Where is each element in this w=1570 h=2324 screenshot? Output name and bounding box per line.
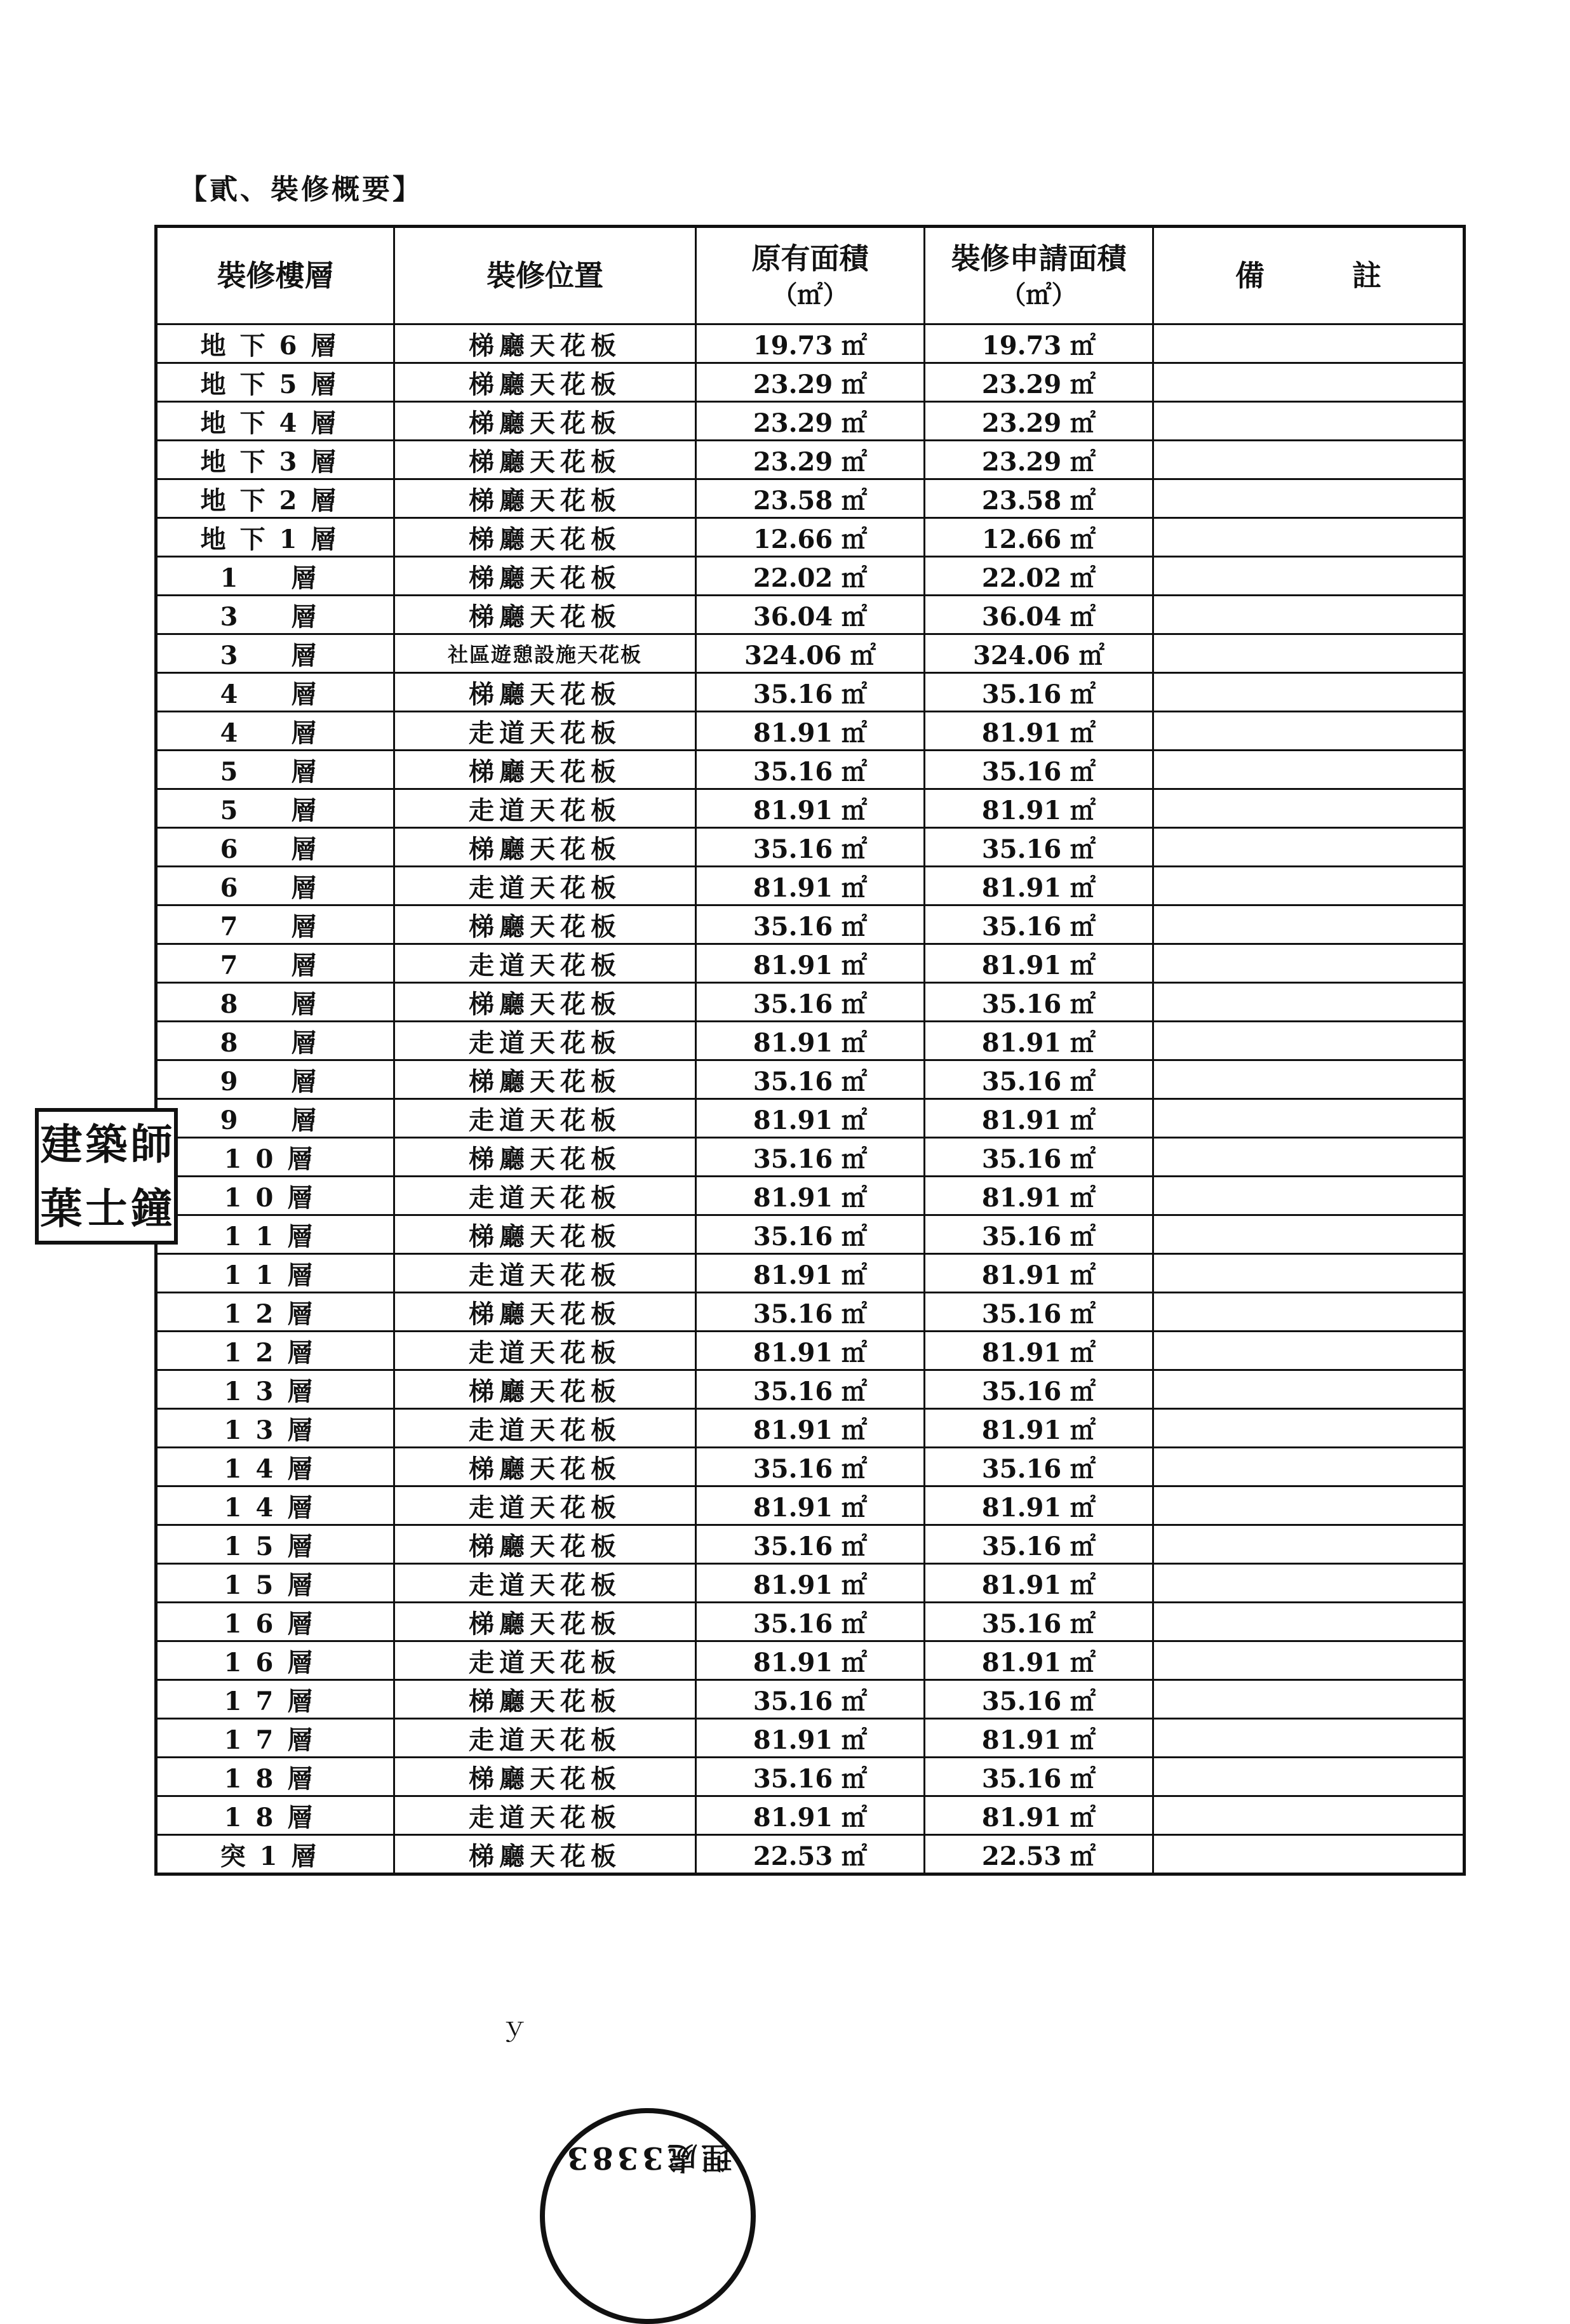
original-area-cell: 81.91 ㎡ xyxy=(696,1486,925,1525)
remark-cell xyxy=(1153,324,1465,363)
applied-area-cell: 35.16 ㎡ xyxy=(925,751,1153,789)
original-area-cell: 81.91 ㎡ xyxy=(696,1409,925,1448)
floor-cell: 地下1層 xyxy=(156,518,394,557)
table-row xyxy=(156,1293,1465,1332)
remark-cell xyxy=(1153,1215,1465,1254)
applied-area-cell: 19.73 ㎡ xyxy=(925,324,1153,363)
floor-cell: 16層 xyxy=(156,1603,394,1641)
applied-area-cell: 35.16 ㎡ xyxy=(925,673,1153,712)
original-area-cell: 81.91 ㎡ xyxy=(696,1796,925,1835)
location-cell: 梯廳天花板 xyxy=(394,905,696,944)
floor-cell: 17層 xyxy=(156,1719,394,1758)
applied-area-cell: 81.91 ㎡ xyxy=(925,1409,1153,1448)
location-cell: 走道天花板 xyxy=(394,944,696,983)
floor-cell: 14層 xyxy=(156,1486,394,1525)
location-cell: 梯廳天花板 xyxy=(394,1293,696,1332)
original-area-cell: 81.91 ㎡ xyxy=(696,1719,925,1758)
applied-area-cell: 35.16 ㎡ xyxy=(925,1525,1153,1564)
original-area-cell: 35.16 ㎡ xyxy=(696,673,925,712)
original-area-cell: 35.16 ㎡ xyxy=(696,905,925,944)
table-row xyxy=(156,905,1465,944)
floor-cell: 8 層 xyxy=(156,983,394,1022)
original-area-cell: 35.16 ㎡ xyxy=(696,828,925,867)
header-floor: 裝修樓層 xyxy=(156,227,394,324)
location-cell: 走道天花板 xyxy=(394,867,696,905)
floor-cell: 15層 xyxy=(156,1564,394,1603)
remark-cell xyxy=(1153,1060,1465,1099)
table-row xyxy=(156,1835,1465,1874)
original-area-cell: 81.91 ㎡ xyxy=(696,867,925,905)
floor-cell: 16層 xyxy=(156,1641,394,1680)
floor-cell: 9 層 xyxy=(156,1099,394,1138)
floor-cell: 地下6層 xyxy=(156,324,394,363)
applied-area-cell: 35.16 ㎡ xyxy=(925,1215,1153,1254)
table-row xyxy=(156,1719,1465,1758)
table-row xyxy=(156,1099,1465,1138)
location-cell: 梯廳天花板 xyxy=(394,1215,696,1254)
seal-char: 葉 xyxy=(40,1184,83,1234)
remark-cell xyxy=(1153,1022,1465,1060)
header-applied-area-unit: （㎡） xyxy=(1000,280,1077,311)
section-title: 【貳、裝修概要】 xyxy=(179,173,423,206)
original-area-cell: 23.29 ㎡ xyxy=(696,402,925,441)
floor-cell: 6 層 xyxy=(156,867,394,905)
header-applied-area-label: 裝修申請面積 xyxy=(951,241,1127,276)
floor-cell: 地下5層 xyxy=(156,363,394,402)
original-area-cell: 12.66 ㎡ xyxy=(696,518,925,557)
floor-cell: 13層 xyxy=(156,1409,394,1448)
remark-cell xyxy=(1153,673,1465,712)
remark-cell xyxy=(1153,1332,1465,1370)
remark-cell xyxy=(1153,1293,1465,1332)
location-cell: 梯廳天花板 xyxy=(394,983,696,1022)
table-row xyxy=(156,828,1465,867)
remark-cell xyxy=(1153,557,1465,596)
location-cell: 梯廳天花板 xyxy=(394,1138,696,1177)
applied-area-cell: 35.16 ㎡ xyxy=(925,905,1153,944)
remark-cell xyxy=(1153,751,1465,789)
floor-cell: 12層 xyxy=(156,1332,394,1370)
table-row xyxy=(156,1332,1465,1370)
original-area-cell: 35.16 ㎡ xyxy=(696,1680,925,1719)
original-area-cell: 35.16 ㎡ xyxy=(696,1293,925,1332)
floor-cell: 18層 xyxy=(156,1796,394,1835)
original-area-cell: 35.16 ㎡ xyxy=(696,1603,925,1641)
original-area-cell: 81.91 ㎡ xyxy=(696,1177,925,1215)
table-row xyxy=(156,1603,1465,1641)
seal-char: 建 xyxy=(40,1119,83,1169)
applied-area-cell: 23.29 ㎡ xyxy=(925,441,1153,479)
original-area-cell: 19.73 ㎡ xyxy=(696,324,925,363)
applied-area-cell: 35.16 ㎡ xyxy=(925,828,1153,867)
header-original-area xyxy=(696,227,925,324)
remark-cell xyxy=(1153,1525,1465,1564)
floor-cell: 18層 xyxy=(156,1758,394,1796)
location-cell: 走道天花板 xyxy=(394,789,696,828)
applied-area-cell: 35.16 ㎡ xyxy=(925,1138,1153,1177)
applied-area-cell: 81.91 ㎡ xyxy=(925,867,1153,905)
location-cell: 走道天花板 xyxy=(394,1486,696,1525)
applied-area-cell: 81.91 ㎡ xyxy=(925,1796,1153,1835)
seal-char: 鐘 xyxy=(130,1184,173,1234)
remark-cell xyxy=(1153,1835,1465,1874)
table-row xyxy=(156,983,1465,1022)
applied-area-cell: 324.06 ㎡ xyxy=(925,634,1153,673)
original-area-cell: 81.91 ㎡ xyxy=(696,1099,925,1138)
floor-cell: 11層 xyxy=(156,1254,394,1293)
floor-cell: 13層 xyxy=(156,1370,394,1409)
table-row xyxy=(156,751,1465,789)
floor-cell: 7 層 xyxy=(156,944,394,983)
remark-cell xyxy=(1153,402,1465,441)
table-row xyxy=(156,944,1465,983)
location-cell: 梯廳天花板 xyxy=(394,596,696,634)
remark-cell xyxy=(1153,1719,1465,1758)
remark-cell xyxy=(1153,518,1465,557)
table-row xyxy=(156,1138,1465,1177)
table-row xyxy=(156,712,1465,751)
table-row xyxy=(156,867,1465,905)
original-area-cell: 23.29 ㎡ xyxy=(696,363,925,402)
floor-cell: 10層 xyxy=(156,1138,394,1177)
original-area-cell: 35.16 ㎡ xyxy=(696,983,925,1022)
applied-area-cell: 81.91 ㎡ xyxy=(925,789,1153,828)
seal-char: 築 xyxy=(85,1119,128,1169)
original-area-cell: 35.16 ㎡ xyxy=(696,1758,925,1796)
remark-cell xyxy=(1153,1758,1465,1796)
location-cell: 梯廳天花板 xyxy=(394,441,696,479)
floor-cell: 7 層 xyxy=(156,905,394,944)
remark-cell xyxy=(1153,1564,1465,1603)
remark-cell xyxy=(1153,905,1465,944)
header-original-area-unit: （㎡） xyxy=(772,280,849,311)
remark-cell xyxy=(1153,441,1465,479)
original-area-cell: 81.91 ㎡ xyxy=(696,1022,925,1060)
original-area-cell: 81.91 ㎡ xyxy=(696,712,925,751)
applied-area-cell: 35.16 ㎡ xyxy=(925,1758,1153,1796)
applied-area-cell: 81.91 ㎡ xyxy=(925,1022,1153,1060)
floor-cell: 1 層 xyxy=(156,557,394,596)
location-cell: 梯廳天花板 xyxy=(394,363,696,402)
original-area-cell: 35.16 ㎡ xyxy=(696,1138,925,1177)
applied-area-cell: 81.91 ㎡ xyxy=(925,1254,1153,1293)
original-area-cell: 81.91 ㎡ xyxy=(696,1564,925,1603)
applied-area-cell: 23.29 ㎡ xyxy=(925,402,1153,441)
floor-cell: 3 層 xyxy=(156,634,394,673)
table-row xyxy=(156,1525,1465,1564)
original-area-cell: 324.06 ㎡ xyxy=(696,634,925,673)
header-original-area-label: 原有面積 xyxy=(751,241,869,276)
seal-char: 師 xyxy=(130,1119,173,1169)
table-row xyxy=(156,518,1465,557)
applied-area-cell: 81.91 ㎡ xyxy=(925,944,1153,983)
location-cell: 走道天花板 xyxy=(394,1409,696,1448)
table-row xyxy=(156,1254,1465,1293)
floor-cell: 地下3層 xyxy=(156,441,394,479)
original-area-cell: 81.91 ㎡ xyxy=(696,1332,925,1370)
location-cell: 梯廳天花板 xyxy=(394,1758,696,1796)
original-area-cell: 35.16 ㎡ xyxy=(696,1525,925,1564)
location-cell: 梯廳天花板 xyxy=(394,557,696,596)
applied-area-cell: 36.04 ㎡ xyxy=(925,596,1153,634)
table-row xyxy=(156,1680,1465,1719)
original-area-cell: 81.91 ㎡ xyxy=(696,1641,925,1680)
remark-cell xyxy=(1153,1796,1465,1835)
remark-cell xyxy=(1153,1486,1465,1525)
location-cell: 走道天花板 xyxy=(394,1719,696,1758)
location-cell: 梯廳天花板 xyxy=(394,402,696,441)
table-row xyxy=(156,1215,1465,1254)
floor-cell: 10層 xyxy=(156,1177,394,1215)
table-row xyxy=(156,402,1465,441)
table-row xyxy=(156,479,1465,518)
remark-cell xyxy=(1153,983,1465,1022)
location-cell: 梯廳天花板 xyxy=(394,1603,696,1641)
table-row xyxy=(156,1060,1465,1099)
table-row xyxy=(156,1758,1465,1796)
applied-area-cell: 81.91 ㎡ xyxy=(925,1177,1153,1215)
location-cell: 梯廳天花板 xyxy=(394,479,696,518)
remark-cell xyxy=(1153,1409,1465,1448)
applied-area-cell: 81.91 ㎡ xyxy=(925,1486,1153,1525)
location-cell: 走道天花板 xyxy=(394,712,696,751)
header-remarks: 備 註 xyxy=(1153,227,1465,324)
stray-pen-mark: ｙ xyxy=(502,2012,527,2041)
original-area-cell: 35.16 ㎡ xyxy=(696,751,925,789)
table-row xyxy=(156,324,1465,363)
remark-cell xyxy=(1153,789,1465,828)
table-row xyxy=(156,789,1465,828)
original-area-cell: 35.16 ㎡ xyxy=(696,1215,925,1254)
table-header-row xyxy=(156,227,1465,324)
applied-area-cell: 81.91 ㎡ xyxy=(925,712,1153,751)
header-applied-area xyxy=(925,227,1153,324)
location-cell: 社區遊憩設施天花板 xyxy=(394,634,696,673)
table-row xyxy=(156,1448,1465,1486)
applied-area-cell: 81.91 ㎡ xyxy=(925,1332,1153,1370)
floor-cell: 15層 xyxy=(156,1525,394,1564)
original-area-cell: 22.53 ㎡ xyxy=(696,1835,925,1874)
table-row xyxy=(156,441,1465,479)
bottom-seal-text: 理處3383 xyxy=(563,2140,732,2175)
location-cell: 梯廳天花板 xyxy=(394,1835,696,1874)
floor-cell: 地下4層 xyxy=(156,402,394,441)
original-area-cell: 81.91 ㎡ xyxy=(696,944,925,983)
remark-cell xyxy=(1153,1603,1465,1641)
original-area-cell: 81.91 ㎡ xyxy=(696,1254,925,1293)
remark-cell xyxy=(1153,867,1465,905)
applied-area-cell: 35.16 ㎡ xyxy=(925,1603,1153,1641)
location-cell: 梯廳天花板 xyxy=(394,1448,696,1486)
floor-cell: 4 層 xyxy=(156,673,394,712)
original-area-cell: 22.02 ㎡ xyxy=(696,557,925,596)
floor-cell: 11層 xyxy=(156,1215,394,1254)
table-row xyxy=(156,363,1465,402)
applied-area-cell: 35.16 ㎡ xyxy=(925,1370,1153,1409)
floor-cell: 3 層 xyxy=(156,596,394,634)
remark-cell xyxy=(1153,479,1465,518)
applied-area-cell: 23.29 ㎡ xyxy=(925,363,1153,402)
remark-cell xyxy=(1153,596,1465,634)
location-cell: 梯廳天花板 xyxy=(394,673,696,712)
bottom-office-seal-stamp xyxy=(540,2108,756,2324)
remark-cell xyxy=(1153,1641,1465,1680)
table-row xyxy=(156,634,1465,673)
architect-seal-stamp xyxy=(35,1108,178,1245)
floor-cell: 5 層 xyxy=(156,751,394,789)
location-cell: 梯廳天花板 xyxy=(394,1680,696,1719)
remark-cell xyxy=(1153,1680,1465,1719)
applied-area-cell: 23.58 ㎡ xyxy=(925,479,1153,518)
table-row xyxy=(156,1796,1465,1835)
location-cell: 梯廳天花板 xyxy=(394,518,696,557)
remark-cell xyxy=(1153,1370,1465,1409)
floor-cell: 6 層 xyxy=(156,828,394,867)
remark-cell xyxy=(1153,944,1465,983)
applied-area-cell: 81.91 ㎡ xyxy=(925,1719,1153,1758)
table-row xyxy=(156,1641,1465,1680)
header-location: 裝修位置 xyxy=(394,227,696,324)
applied-area-cell: 81.91 ㎡ xyxy=(925,1099,1153,1138)
location-cell: 走道天花板 xyxy=(394,1796,696,1835)
original-area-cell: 36.04 ㎡ xyxy=(696,596,925,634)
location-cell: 梯廳天花板 xyxy=(394,324,696,363)
applied-area-cell: 35.16 ㎡ xyxy=(925,1448,1153,1486)
original-area-cell: 35.16 ㎡ xyxy=(696,1060,925,1099)
location-cell: 走道天花板 xyxy=(394,1099,696,1138)
table-row xyxy=(156,1564,1465,1603)
applied-area-cell: 22.53 ㎡ xyxy=(925,1835,1153,1874)
location-cell: 梯廳天花板 xyxy=(394,1060,696,1099)
location-cell: 走道天花板 xyxy=(394,1177,696,1215)
applied-area-cell: 81.91 ㎡ xyxy=(925,1564,1153,1603)
floor-cell: 4 層 xyxy=(156,712,394,751)
remark-cell xyxy=(1153,712,1465,751)
table-row xyxy=(156,1022,1465,1060)
table-row xyxy=(156,557,1465,596)
applied-area-cell: 35.16 ㎡ xyxy=(925,1680,1153,1719)
table-row xyxy=(156,1370,1465,1409)
location-cell: 走道天花板 xyxy=(394,1022,696,1060)
location-cell: 走道天花板 xyxy=(394,1332,696,1370)
location-cell: 梯廳天花板 xyxy=(394,751,696,789)
table-body xyxy=(156,324,1465,1874)
location-cell: 走道天花板 xyxy=(394,1254,696,1293)
table-row xyxy=(156,596,1465,634)
location-cell: 梯廳天花板 xyxy=(394,1370,696,1409)
remark-cell xyxy=(1153,363,1465,402)
renovation-summary-table xyxy=(154,225,1466,1876)
location-cell: 梯廳天花板 xyxy=(394,1525,696,1564)
original-area-cell: 23.29 ㎡ xyxy=(696,441,925,479)
remark-cell xyxy=(1153,634,1465,673)
remark-cell xyxy=(1153,1138,1465,1177)
remark-cell xyxy=(1153,828,1465,867)
floor-cell: 突1層 xyxy=(156,1835,394,1874)
seal-char: 士 xyxy=(85,1184,128,1234)
applied-area-cell: 35.16 ㎡ xyxy=(925,1060,1153,1099)
floor-cell: 5 層 xyxy=(156,789,394,828)
location-cell: 走道天花板 xyxy=(394,1641,696,1680)
location-cell: 梯廳天花板 xyxy=(394,828,696,867)
table-row xyxy=(156,1177,1465,1215)
floor-cell: 9 層 xyxy=(156,1060,394,1099)
applied-area-cell: 35.16 ㎡ xyxy=(925,1293,1153,1332)
floor-cell: 14層 xyxy=(156,1448,394,1486)
table-row xyxy=(156,1409,1465,1448)
table-row xyxy=(156,673,1465,712)
applied-area-cell: 22.02 ㎡ xyxy=(925,557,1153,596)
applied-area-cell: 12.66 ㎡ xyxy=(925,518,1153,557)
floor-cell: 地下2層 xyxy=(156,479,394,518)
original-area-cell: 81.91 ㎡ xyxy=(696,789,925,828)
original-area-cell: 35.16 ㎡ xyxy=(696,1370,925,1409)
original-area-cell: 23.58 ㎡ xyxy=(696,479,925,518)
applied-area-cell: 35.16 ㎡ xyxy=(925,983,1153,1022)
remark-cell xyxy=(1153,1177,1465,1215)
floor-cell: 8 層 xyxy=(156,1022,394,1060)
floor-cell: 17層 xyxy=(156,1680,394,1719)
table-row xyxy=(156,1486,1465,1525)
location-cell: 走道天花板 xyxy=(394,1564,696,1603)
original-area-cell: 35.16 ㎡ xyxy=(696,1448,925,1486)
remark-cell xyxy=(1153,1099,1465,1138)
applied-area-cell: 81.91 ㎡ xyxy=(925,1641,1153,1680)
floor-cell: 12層 xyxy=(156,1293,394,1332)
remark-cell xyxy=(1153,1448,1465,1486)
remark-cell xyxy=(1153,1254,1465,1293)
